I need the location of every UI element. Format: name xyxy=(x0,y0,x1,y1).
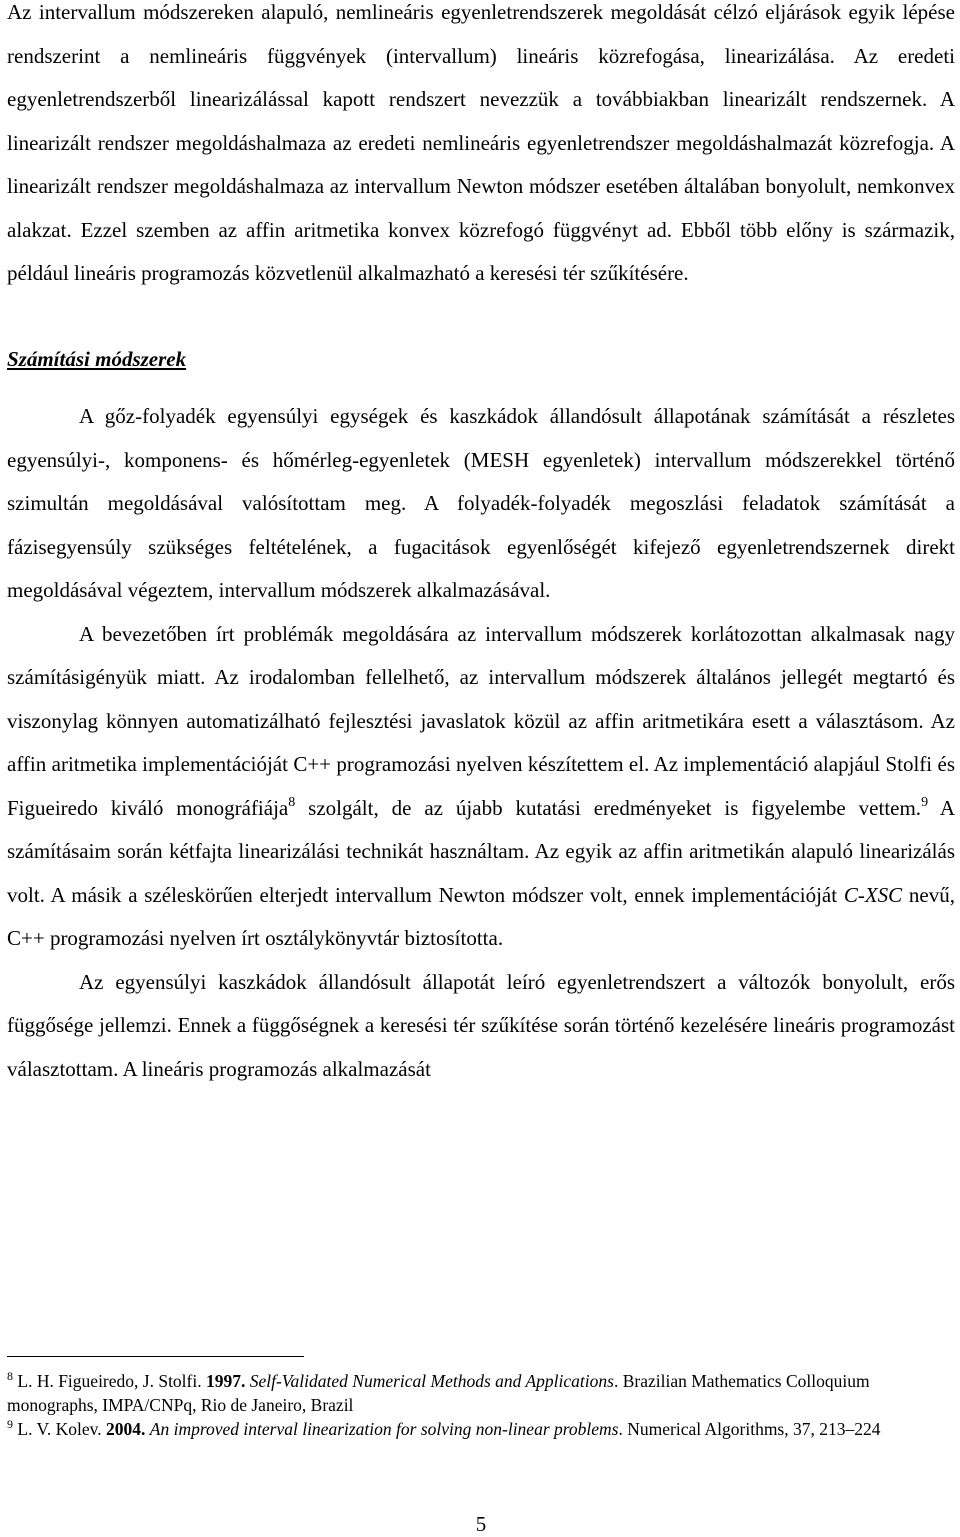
body-paragraph-intro: Az intervallum módszereken alapuló, nemlineáris egyenletrendszerek megoldását célzó eljárások egyik lépése rendszerint a nemlineáris függvények (intervallum) lineáris közrefogása, linearizálása. Az eredeti egyenletrendszerből linearizálással kapott rendszert nevezzük a továbbiakban linearizált rendszernek. A linearizált rendszer megoldáshalmaza az eredeti nemlineáris egyenletrendszer megoldáshalmazát közrefogja. A linearizált rendszer megoldáshalmaza az intervallum Newton módszer esetében általában bonyolult, nemkonvex alakzat. Ezzel szemben az affin aritmetika konvex közrefogó függvényt ad. Ebből több előny is származik, például lineáris programozás közvetlenül alkalmazható a keresési tér szűkítésére. xyxy=(7,0,955,285)
paragraph-text: A bevezetőben írt problémák megoldására az intervallum módszerek korlátozottan alkalmasak nagy számításigényük miatt. Az irodalomban fellelhető, az intervallum módszerek általános jellegét megtartó és viszonylag könnyen automatizálható fejlesztési javaslatok közül az affin aritmetikára esett a választásom. Az affin aritmetika implementációját C++ programozási nyelven készítettem el. Az implementáció alapjául Stolfi és Figueiredo kiváló monográfiája xyxy=(7,621,955,820)
paragraph-text: szolgált, de az újabb kutatási eredményeket is figyelembe vettem. xyxy=(295,795,922,820)
section-heading: Számítási módszerek xyxy=(7,346,187,371)
body-paragraph-affine xyxy=(7,613,955,961)
footnote-authors: L. H. Figueiredo, J. Stolfi. xyxy=(13,1371,206,1391)
page-number: 5 xyxy=(475,1512,487,1536)
library-name: C-XSC xyxy=(843,882,903,907)
paragraph-text: A számításaim során kétfajta linearizálási technikát használtam. Az egyik az affin aritmetikán alapuló linearizálás volt. A másik a széleskörűen elterjedt intervallum Newton módszer volt, ennek implementációját xyxy=(7,795,955,907)
footnote-year: 1997. xyxy=(205,1371,246,1391)
footnote-title: Self-Validated Numerical Methods and Applications xyxy=(249,1371,614,1391)
footnote-number: 8 xyxy=(7,1369,13,1383)
body-paragraph-methods: A gőz-folyadék egyensúlyi egységek és kaszkádok állandósult állapotának számítását a részletes egyensúlyi-, komponens- és hőmérleg-egyenletek (MESH egyenletek) intervallum módszerekkel történő szimultán megoldásával valósítottam meg. A folyadék-folyadék megoszlási feladatok számítását a fázisegyensúly szükséges feltételének, a fugacitások egyenlőségét kifejező egyenletrendszernek direkt megoldásával végeztem, intervallum módszerek alkalmazásával. xyxy=(7,404,955,602)
footnote-ref-9[interactable]: 9 xyxy=(921,794,929,810)
footnote-9 xyxy=(7,1417,955,1441)
footnote-ref-8[interactable]: 8 xyxy=(288,794,296,810)
footnote-year: 2004. xyxy=(106,1419,146,1439)
footnotes xyxy=(7,1369,955,1441)
body-paragraph-lp: Az egyensúlyi kaszkádok állandósult állapotát leíró egyenletrendszert a változók bonyolult, erős függősége jellemzi. Ennek a függőségnek a keresési tér szűkítése során történő kezelésére lineáris programozást választottam. A lineáris programozás alkalmazását xyxy=(7,969,955,1081)
document-page xyxy=(7,0,955,1091)
footnote-authors: L. V. Kolev. xyxy=(13,1419,107,1439)
footnote-source: . Brazilian Mathematics Colloquium monographs, IMPA/CNPq, Rio de Janeiro, Brazil xyxy=(7,1371,870,1415)
footnote-title: An improved interval linearization for solving non-linear problems xyxy=(149,1419,619,1439)
footnote-8 xyxy=(7,1369,955,1417)
footnote-number: 9 xyxy=(7,1417,13,1431)
footnote-source: . Numerical Algorithms, 37, 213–224 xyxy=(618,1419,881,1439)
paragraph-text: nevű, C++ programozási nyelven írt osztálykönyvtár biztosította. xyxy=(7,882,955,950)
footnote-separator xyxy=(7,1356,304,1357)
